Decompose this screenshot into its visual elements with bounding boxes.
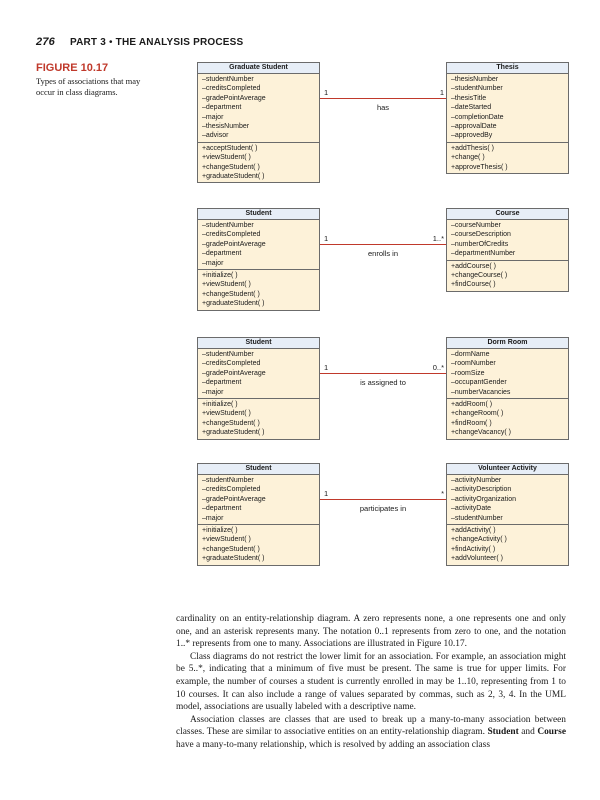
methods-section bbox=[447, 524, 568, 565]
attribute: –major bbox=[202, 388, 224, 396]
attribute: –studentNumber bbox=[202, 351, 254, 358]
association-line bbox=[320, 98, 446, 99]
attribute: –department bbox=[202, 379, 242, 387]
attribute: –numberVacancies bbox=[451, 388, 511, 396]
paragraph-3-part-d: have a many-to-many relationship, which is resolved by adding an association class bbox=[176, 739, 490, 750]
attribute: –creditsCompleted bbox=[202, 85, 261, 93]
section-title: THE ANALYSIS PROCESS bbox=[115, 37, 244, 48]
method: +addActivity( ) bbox=[451, 527, 496, 535]
right-multiplicity: 0..* bbox=[432, 363, 444, 372]
page-number: 276 bbox=[36, 36, 55, 48]
attributes-section bbox=[447, 475, 568, 524]
method: +initialize( ) bbox=[202, 272, 238, 280]
attribute: –gradePointAverage bbox=[202, 369, 266, 377]
attributes-section bbox=[198, 349, 319, 398]
attribute: –gradePointAverage bbox=[202, 94, 266, 102]
left-multiplicity: 1 bbox=[324, 489, 329, 498]
attribute: –dormName bbox=[451, 351, 490, 358]
attribute: –departmentNumber bbox=[451, 250, 516, 258]
left-multiplicity: 1 bbox=[324, 88, 329, 97]
class-name: Student bbox=[198, 338, 319, 349]
method: +graduateStudent( ) bbox=[202, 173, 265, 181]
attribute: –approvedBy bbox=[451, 132, 493, 140]
method: +changeStudent( ) bbox=[202, 290, 260, 298]
method: +changeStudent( ) bbox=[202, 163, 260, 171]
method: +viewStudent( ) bbox=[202, 154, 251, 162]
attribute: –roomNumber bbox=[451, 360, 496, 368]
attribute: –roomSize bbox=[451, 369, 485, 377]
method: +findCourse( ) bbox=[451, 281, 496, 289]
attribute: –studentNumber bbox=[451, 514, 503, 522]
right-class-box bbox=[446, 62, 569, 174]
methods-section bbox=[447, 398, 568, 439]
attribute: –department bbox=[202, 505, 242, 513]
class-name: Graduate Student bbox=[198, 63, 319, 74]
part-label: PART 3 bbox=[69, 37, 106, 48]
attribute: –studentNumber bbox=[202, 222, 254, 229]
paragraph-3-part-c: and bbox=[518, 727, 538, 738]
attribute: –department bbox=[202, 250, 242, 258]
attribute: –approvalDate bbox=[451, 123, 497, 131]
attributes-section bbox=[447, 349, 568, 398]
class-name: Dorm Room bbox=[447, 338, 568, 349]
right-multiplicity: 1 bbox=[439, 88, 444, 97]
attribute: –occupantGender bbox=[451, 379, 507, 387]
method: +graduateStudent( ) bbox=[202, 429, 265, 437]
left-class-box bbox=[197, 337, 320, 440]
left-multiplicity: 1 bbox=[324, 234, 329, 243]
paragraph-3 bbox=[176, 714, 566, 752]
method: +changeStudent( ) bbox=[202, 419, 260, 427]
page-header bbox=[36, 36, 243, 48]
attribute: –major bbox=[202, 113, 224, 121]
header-separator: • bbox=[108, 37, 113, 48]
attribute: –creditsCompleted bbox=[202, 231, 261, 239]
attribute: –courseDescription bbox=[451, 231, 511, 239]
term-student: Student bbox=[487, 727, 519, 738]
attribute: –completionDate bbox=[451, 113, 504, 121]
method: +findRoom( ) bbox=[451, 419, 492, 427]
attribute: –department bbox=[202, 104, 242, 112]
association-line bbox=[320, 499, 446, 500]
method: +graduateStudent( ) bbox=[202, 555, 265, 563]
attribute: –thesisNumber bbox=[202, 123, 250, 131]
method: +viewStudent( ) bbox=[202, 536, 251, 544]
association-label: enrolls in bbox=[367, 249, 398, 258]
association-line bbox=[320, 244, 446, 245]
association-line bbox=[320, 373, 446, 374]
method: +addRoom( ) bbox=[451, 401, 493, 409]
class-name: Thesis bbox=[447, 63, 568, 74]
attribute: –studentNumber bbox=[451, 85, 503, 93]
class-name: Course bbox=[447, 209, 568, 220]
methods-section bbox=[198, 398, 319, 439]
right-multiplicity: * bbox=[441, 489, 444, 498]
attribute: –activityDate bbox=[451, 505, 492, 513]
method: +graduateStudent( ) bbox=[202, 300, 265, 308]
paragraph-3-part-a: Association classes are classes that are used to break up a many-to-many association between classes. These are similar to associative entities on an entity-relationship diagram. bbox=[176, 714, 566, 738]
attribute: –major bbox=[202, 259, 224, 267]
method: +addThesis( ) bbox=[451, 144, 494, 152]
methods-section bbox=[198, 269, 319, 310]
figure-caption: Types of associations that may occur in class diagrams. bbox=[36, 76, 141, 97]
methods-section bbox=[447, 260, 568, 291]
association-label: has bbox=[376, 103, 390, 112]
attribute: –dateStarted bbox=[451, 104, 492, 112]
attribute: –thesisNumber bbox=[451, 76, 499, 83]
left-class-box bbox=[197, 208, 320, 311]
right-multiplicity: 1..* bbox=[432, 234, 444, 243]
figure-label: FIGURE 10.17 bbox=[36, 62, 109, 74]
attribute: –creditsCompleted bbox=[202, 360, 261, 368]
attribute: –studentNumber bbox=[202, 76, 254, 83]
paragraph-1: cardinality on an entity-relationship diagram. A zero represents none, a one represents one and only one, and an asterisk represents many. The notation 0..1 represents from zero to one, and the notation 1..* represents from one to many. Associations are illustrated in Figure 10.17. bbox=[176, 614, 566, 650]
method: +addVolunteer( ) bbox=[451, 555, 503, 563]
attribute: –thesisTitle bbox=[451, 94, 487, 102]
left-class-box bbox=[197, 463, 320, 566]
method: +acceptStudent( ) bbox=[202, 144, 258, 152]
method: +change( ) bbox=[451, 154, 485, 162]
method: +approveThesis( ) bbox=[451, 163, 508, 171]
method: +changeRoom( ) bbox=[451, 410, 504, 418]
attributes-section bbox=[198, 220, 319, 269]
methods-section bbox=[198, 142, 319, 183]
method: +viewStudent( ) bbox=[202, 410, 251, 418]
term-course: Course bbox=[537, 727, 566, 738]
left-class-box bbox=[197, 62, 320, 183]
attribute: –numberOfCredits bbox=[451, 240, 509, 248]
method: +viewStudent( ) bbox=[202, 281, 251, 289]
body-text bbox=[176, 613, 566, 752]
method: +changeActivity( ) bbox=[451, 536, 507, 544]
attribute: –courseNumber bbox=[451, 222, 501, 229]
attribute: –activityNumber bbox=[451, 477, 502, 484]
method: +changeStudent( ) bbox=[202, 545, 260, 553]
attribute: –major bbox=[202, 514, 224, 522]
attribute: –activityOrganization bbox=[451, 495, 516, 503]
class-name: Student bbox=[198, 209, 319, 220]
attributes-section bbox=[198, 475, 319, 524]
class-name: Student bbox=[198, 464, 319, 475]
attribute: –studentNumber bbox=[202, 477, 254, 484]
right-class-box bbox=[446, 337, 569, 440]
class-name: Volunteer Activity bbox=[447, 464, 568, 475]
association-label: participates in bbox=[359, 504, 407, 513]
method: +findActivity( ) bbox=[451, 545, 496, 553]
paragraph-2: Class diagrams do not restrict the lower limit for an association. For example, an association might be 5..*, indicating that a minimum of five must be present. The same is true for upper limits. For example, the number of courses a student is currently enrolled in may be 1..10, representing from 1 to 10 courses. It can also include a range of values separated by commas, such as 2, 3, 4. In the UML model, associations are usually labeled with a descriptive name. bbox=[176, 651, 566, 713]
method: +changeCourse( ) bbox=[451, 272, 508, 280]
method: +addCourse( ) bbox=[451, 262, 496, 270]
attribute: –activityDescription bbox=[451, 486, 512, 494]
method: +initialize( ) bbox=[202, 527, 238, 535]
association-label: is assigned to bbox=[360, 378, 406, 387]
attribute: –creditsCompleted bbox=[202, 486, 261, 494]
right-class-box bbox=[446, 463, 569, 566]
method: +initialize( ) bbox=[202, 401, 238, 409]
methods-section bbox=[198, 524, 319, 565]
attribute: –gradePointAverage bbox=[202, 495, 266, 503]
methods-section bbox=[447, 142, 568, 173]
attribute: –gradePointAverage bbox=[202, 240, 266, 248]
left-multiplicity: 1 bbox=[324, 363, 329, 372]
method: +changeVacancy( ) bbox=[451, 429, 511, 437]
attribute: –advisor bbox=[202, 132, 229, 140]
